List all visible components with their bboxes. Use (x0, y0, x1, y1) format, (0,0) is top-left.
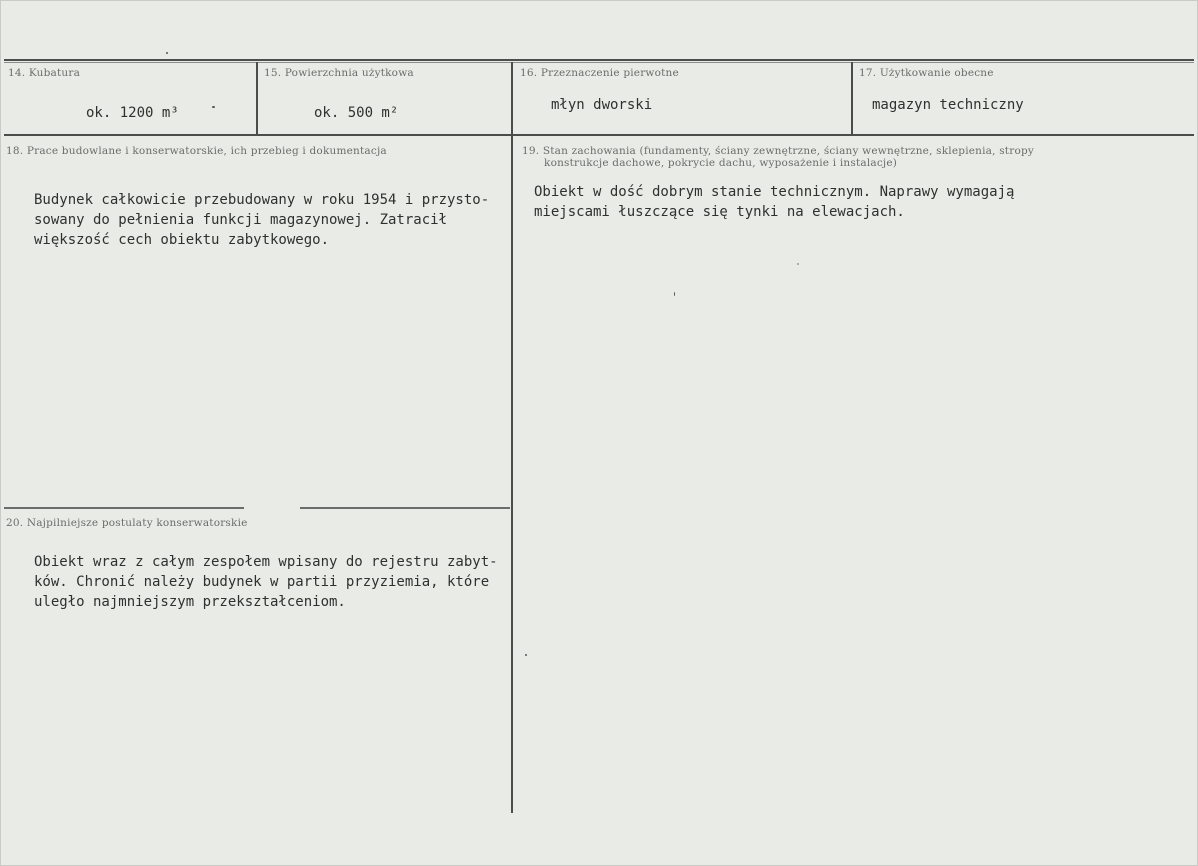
divider-14-15 (256, 62, 258, 135)
field-19-label-line-2: konstrukcje dachowe, pokrycie dachu, wyposażenie i instalacje) (544, 157, 898, 169)
field-17-label: 17. Użytkowanie obecne (859, 67, 994, 79)
field-20-line-2: ków. Chronić należy budynek w partii przyziemia, które (34, 574, 490, 590)
field-18-label: 18. Prace budowlane i konserwatorskie, ich przebieg i dokumentacja (6, 145, 387, 157)
divider-main (511, 135, 513, 813)
ink-speck (166, 52, 168, 54)
divider-18-20-left (4, 507, 244, 509)
divider-16-17 (851, 62, 853, 135)
field-18-line-1: Budynek całkowicie przebudowany w roku 1954 i przysto- (34, 192, 490, 208)
ink-speck (797, 263, 799, 265)
divider-15-16 (511, 62, 513, 135)
field-20-label: 20. Najpilniejsze postulaty konserwatorskie (6, 517, 248, 529)
field-17-value: magazyn techniczny (872, 97, 1024, 113)
divider-18-20-right (300, 507, 510, 509)
ink-speck (525, 654, 527, 656)
ink-speck (674, 292, 675, 296)
field-16-label: 16. Przeznaczenie pierwotne (520, 67, 679, 79)
top-rule-secondary (4, 62, 1194, 63)
top-rule (4, 59, 1194, 61)
field-16-value: młyn dworski (551, 97, 653, 113)
field-19-line-2: miejscami łuszczące się tynki na elewacjach. (534, 204, 905, 220)
field-18-line-3: większość cech obiektu zabytkowego. (34, 232, 330, 248)
field-15-value: ok. 500 m² (314, 105, 399, 121)
field-20-line-1: Obiekt wraz z całym zespołem wpisany do rejestru zabyt- (34, 554, 498, 570)
field-19-label-line-1: 19. Stan zachowania (fundamenty, ściany zewnętrzne, ściany wewnętrzne, sklepienia, stropy (522, 145, 1035, 157)
field-20-line-3: uległo najmniejszym przekształceniom. (34, 594, 346, 610)
field-14-label: 14. Kubatura (8, 67, 81, 79)
row1-bottom-rule (4, 134, 1194, 136)
field-19-line-1: Obiekt w dość dobrym stanie technicznym. Naprawy wymagają (534, 184, 1015, 200)
field-15-label: 15. Powierzchnia użytkowa (264, 67, 414, 79)
ink-speck (212, 106, 215, 108)
field-14-value: ok. 1200 m³ (86, 105, 179, 121)
field-18-line-2: sowany do pełnienia funkcji magazynowej. Zatracił (34, 212, 448, 228)
